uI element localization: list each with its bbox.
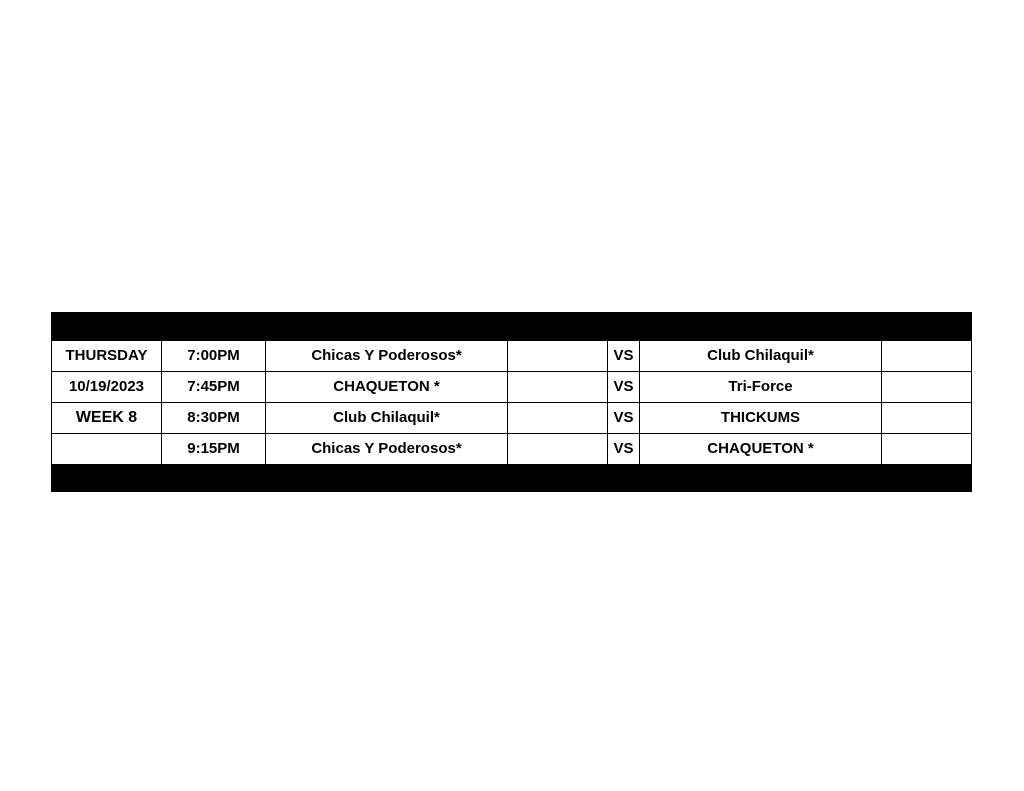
vs-label: VS bbox=[608, 372, 640, 403]
away-score bbox=[882, 403, 972, 434]
table-row bbox=[52, 341, 972, 372]
table-footer-row bbox=[52, 465, 972, 492]
game-time: 7:00PM bbox=[162, 341, 266, 372]
footer-cell-right bbox=[882, 465, 972, 492]
vs-label: VS bbox=[608, 403, 640, 434]
day-cell-empty bbox=[52, 434, 162, 465]
date-label: 10/19/2023 bbox=[52, 372, 162, 403]
away-team: THICKUMS bbox=[640, 403, 882, 434]
away-uniform-note: AWAY WEAR DARK COLOR bbox=[640, 465, 882, 492]
home-score bbox=[508, 403, 608, 434]
game-time: 9:15PM bbox=[162, 434, 266, 465]
header-cell-day bbox=[52, 313, 162, 341]
footer-cell-time bbox=[162, 465, 266, 492]
home-score bbox=[508, 341, 608, 372]
away-team: Tri-Force bbox=[640, 372, 882, 403]
game-time: 7:45PM bbox=[162, 372, 266, 403]
schedule-container bbox=[51, 312, 971, 492]
table-header-row bbox=[52, 313, 972, 341]
week-label: WEEK 8 bbox=[52, 403, 162, 434]
day-label: THURSDAY bbox=[52, 341, 162, 372]
header-cell-time bbox=[162, 313, 266, 341]
home-team: Chicas Y Poderosos* bbox=[266, 434, 508, 465]
vs-label: VS bbox=[608, 434, 640, 465]
table-row bbox=[52, 403, 972, 434]
footer-cell-vs bbox=[608, 465, 640, 492]
home-team: Chicas Y Poderosos* bbox=[266, 341, 508, 372]
header-cell-home-score bbox=[508, 313, 608, 341]
vs-label: VS bbox=[608, 341, 640, 372]
away-score bbox=[882, 372, 972, 403]
header-cell-away: AWAY bbox=[640, 313, 882, 341]
table-row bbox=[52, 372, 972, 403]
home-score bbox=[508, 372, 608, 403]
away-team: CHAQUETON * bbox=[640, 434, 882, 465]
header-cell-away-score bbox=[882, 313, 972, 341]
away-team: Club Chilaquil* bbox=[640, 341, 882, 372]
away-score bbox=[882, 434, 972, 465]
footer-cell-home-score bbox=[508, 465, 608, 492]
schedule-table bbox=[51, 312, 972, 492]
header-cell-vs bbox=[608, 313, 640, 341]
home-score bbox=[508, 434, 608, 465]
home-uniform-note: HOME WEARS LIGHT COLOR bbox=[266, 465, 508, 492]
table-row bbox=[52, 434, 972, 465]
home-team: Club Chilaquil* bbox=[266, 403, 508, 434]
game-time: 8:30PM bbox=[162, 403, 266, 434]
home-team: CHAQUETON * bbox=[266, 372, 508, 403]
footer-cell-left bbox=[52, 465, 162, 492]
away-score bbox=[882, 341, 972, 372]
header-cell-home: HOME bbox=[266, 313, 508, 341]
